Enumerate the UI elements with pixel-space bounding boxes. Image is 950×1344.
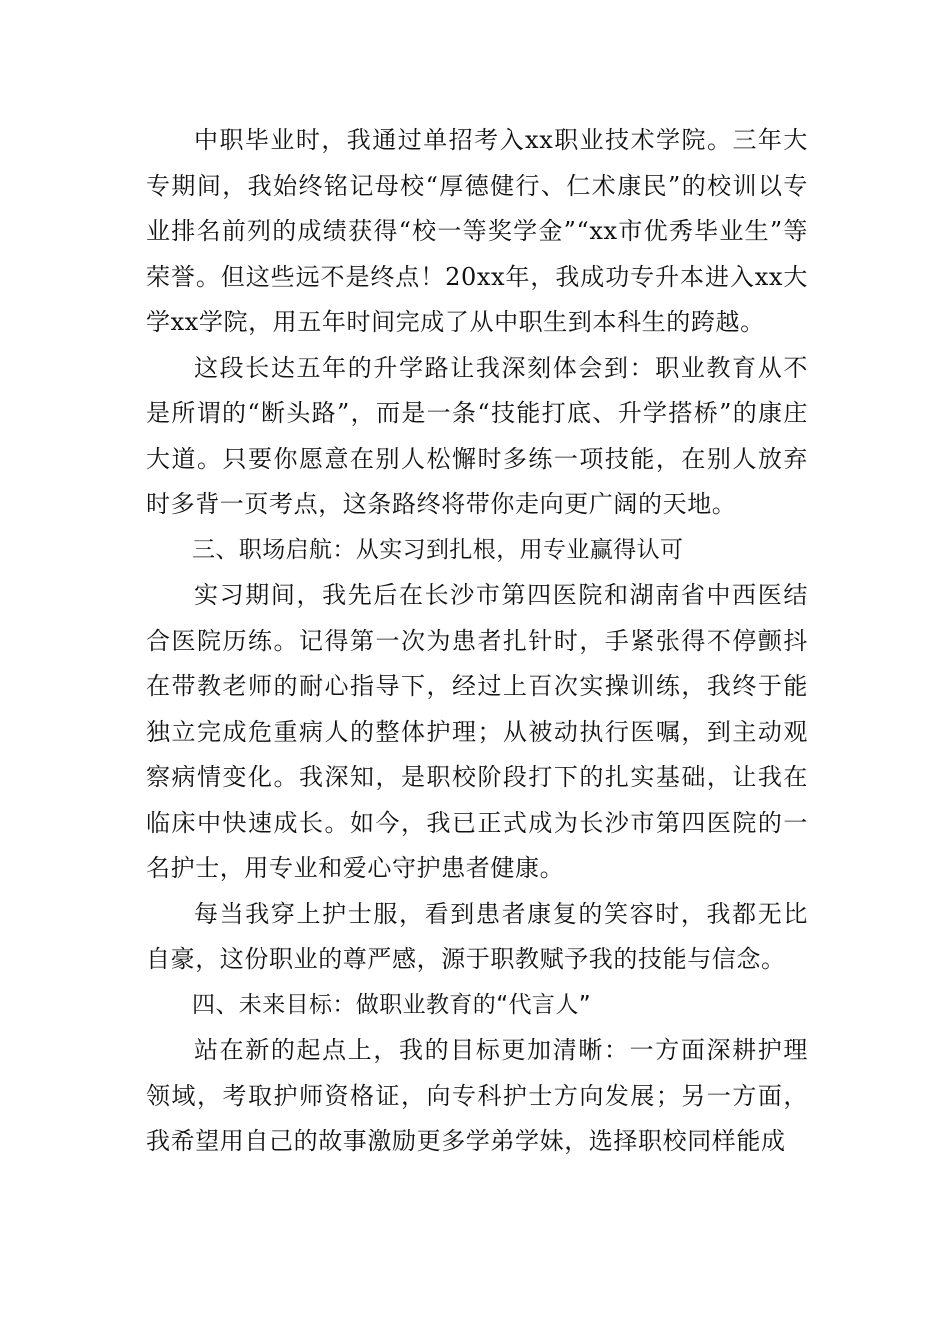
paragraph-pride: 每当我穿上护士服，看到患者康复的笑容时，我都无比自豪，这份职业的尊严感，源于职教赋予我的技能与信念。 <box>146 899 808 973</box>
section-heading-career: 三、职场启航：从实习到扎根，用专业赢得认可 <box>192 536 684 563</box>
paragraph-internship: 实习期间，我先后在长沙市第四医院和湖南省中西医结合医院历练。记得第一次为患者扎针时，手紧张得不停颤抖在带教老师的耐心指导下，经过上百次实操训练，我终于能独立完成危重病人的整体护理；从被动执行医嘱，到主动观察病情变化。我深知，是职校阶段打下的扎实基础，让我在临床中快速成长。如今，我已正式成为长沙市第四医院的一名护士，用专业和爱心守护患者健康。 <box>146 581 808 882</box>
paragraph-admission: 中职毕业时，我通过单招考入xx职业技术学院。三年大专期间，我始终铭记母校“厚德健行、仁术康民”的校训以专业排名前列的成绩获得“校一等奖学金”“xx市优秀毕业生”等荣誉。但这些远不是终点！20xx年，我成功专升本进入xx大学xx学院，用五年时间完成了从中职生到本科生的跨越。 <box>146 126 808 336</box>
paragraph-goals: 站在新的起点上，我的目标更加清晰：一方面深耕护理领域，考取护师资格证，向专科护士方向发展；另一方面，我希望用自己的故事激励更多学弟学妹，选择职校同样能成 <box>146 1036 808 1155</box>
document-page <box>146 118 808 1165</box>
section-heading-future: 四、未来目标：做职业教育的“代言人” <box>192 991 592 1018</box>
paragraph-reflection: 这段长达五年的升学路让我深刻体会到：职业教育从不是所谓的“断头路”，而是一条“技能打底、升学搭桥”的康庄大道。只要你愿意在别人松懈时多练一项技能，在别人放弃时多背一页考点，这条路终将带你走向更广阔的天地。 <box>146 353 808 518</box>
